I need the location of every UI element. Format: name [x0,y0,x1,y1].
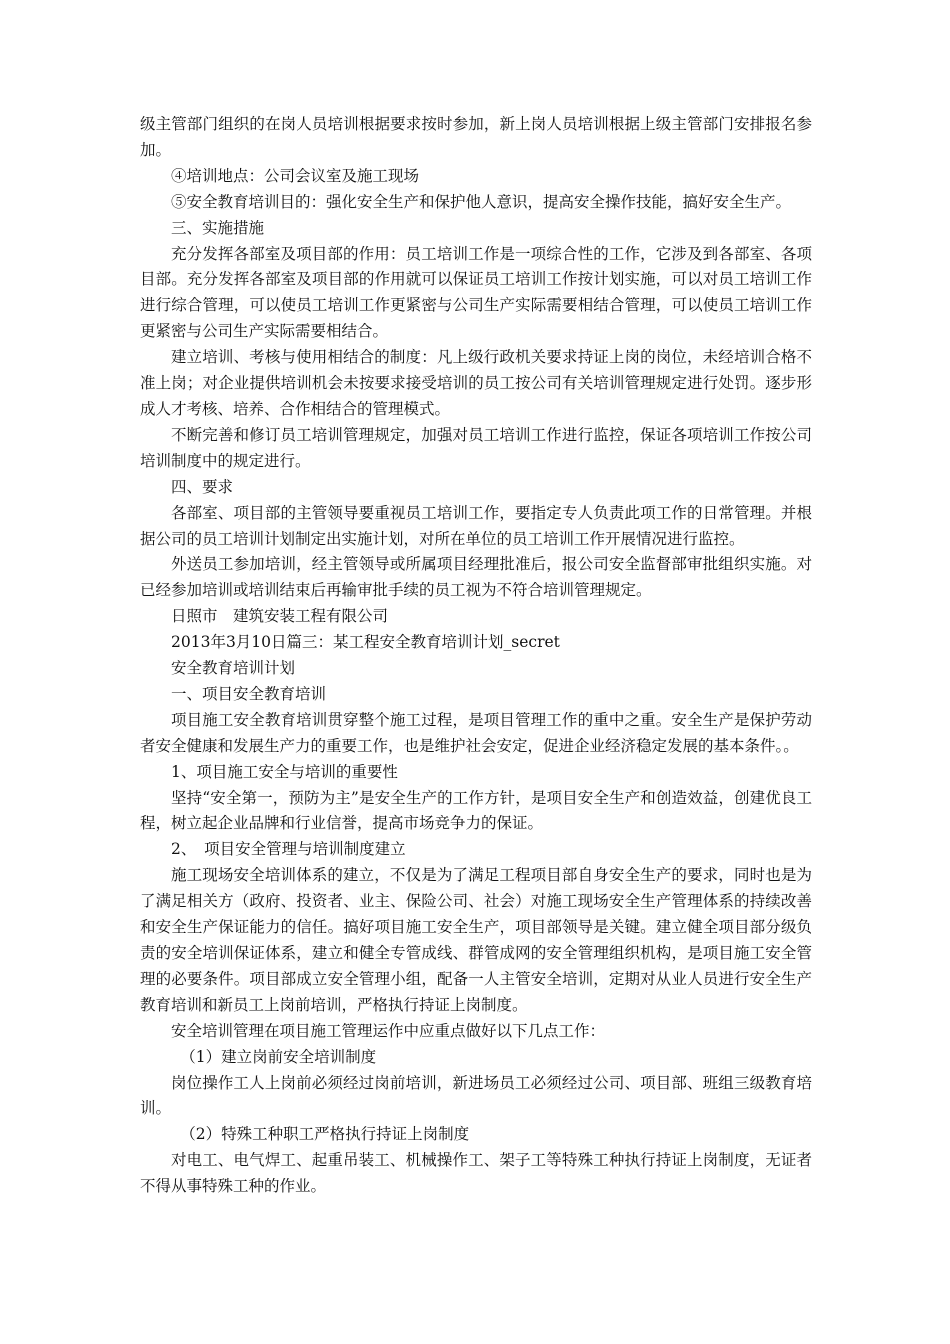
paragraph: 施工现场安全培训体系的建立，不仅是为了满足工程项目部自身安全生产的要求，同时也是为了满足相关方（政府、投资者、业主、保险公司、社会）对施工现场安全生产管理体系的持续改善和安全生产保证能力的信任。搞好项目施工安全生产，项目部领导是关键。建立健全项目部分级负责的安全培训保证体系，建立和健全专管成线、群管成网的安全管理组织机构，是项目施工安全管理的必要条件。项目部成立安全管理小组，配备一人主管安全培训，定期对从业人员进行安全生产教育培训和新员工上岗前培训，严格执行持证上岗制度。 [140,866,812,1014]
section-heading: 四、要求 [171,477,234,496]
paragraph: 安全培训管理在项目施工管理运作中应重点做好以下几点工作： [171,1021,606,1040]
company-signature: 日照市 建筑安装工程有限公司 [171,607,389,626]
subsection-heading: 2、 项目安全管理与培训制度建立 [171,840,406,859]
paragraph: 坚持“安全第一，预防为主”是安全生产的工作方针，是项目安全生产和创造效益，创建优良工程，树立起企业品牌和行业信誉，提高市场竞争力的保证。 [140,788,812,833]
list-item-heading: （2）特殊工种职工严格执行持证上岗制度 [180,1125,470,1144]
paragraph: 级主管部门组织的在岗人员培训根据要求按时参加，新上岗人员培训根据上级主管部门安排报名参加。 [140,115,812,159]
paragraph: 充分发挥各部室及项目部的作用：员工培训工作是一项综合性的工作，它涉及到各部室、各项目部。充分发挥各部室及项目部的作用就可以保证员工培训工作按计划实施，可以对员工培训工作进行综合管理，可以使员工培训工作更紧密与公司生产实际需要相结合管理，可以使员工培训工作更紧密与公司生产实际需要相结合。 [140,244,812,341]
date-line: 2013年3月10日篇三：某工程安全教育培训计划_secret [171,633,560,652]
paragraph: 不断完善和修订员工培训管理规定，加强对员工培训工作进行监控，保证各项培训工作按公司培训制度中的规定进行。 [140,425,812,470]
section-heading: 三、实施措施 [171,218,265,237]
paragraph: 岗位操作工人上岗前必须经过岗前培训，新进场员工必须经过公司、项目部、班组三级教育培训。 [140,1073,812,1118]
paragraph: 各部室、项目部的主管领导要重视员工培训工作，要指定专人负责此项工作的日常管理。并根据公司的员工培训计划制定出实施计划，对所在单位的员工培训工作开展情况进行监控。 [140,503,812,548]
subsection-heading: 1、项目施工安全与培训的重要性 [171,762,398,781]
section-heading: 一、项目安全教育培训 [171,684,327,703]
paragraph: 建立培训、考核与使用相结合的制度：凡上级行政机关要求持证上岗的岗位，未经培训合格不准上岗；对企业提供培训机会未按要求接受培训的员工按公司有关培训管理规定进行处罚。逐步形成人才考核、培养、合作相结合的管理模式。 [140,348,812,418]
paragraph: ⑤安全教育培训目的：强化安全生产和保护他人意识，提高安全操作技能，搞好安全生产。 [171,192,792,211]
paragraph: 外送员工参加培训，经主管领导或所属项目经理批准后，报公司安全监督部审批组织实施。对已经参加培训或培训结束后再输审批手续的员工视为不符合培训管理规定。 [140,555,812,600]
list-item-heading: （1）建立岗前安全培训制度 [180,1047,377,1066]
document-page [140,112,812,1200]
paragraph: 项目施工安全教育培训贯穿整个施工过程，是项目管理工作的重中之重。安全生产是保护劳动者安全健康和发展生产力的重要工作，也是维护社会安定，促进企业经济稳定发展的基本条件。。 [140,710,812,755]
document-title: 安全教育培训计划 [171,659,296,678]
paragraph: 对电工、电气焊工、起重吊装工、机械操作工、架子工等特殊工种执行持证上岗制度，无证者不得从事特殊工种的作业。 [140,1151,812,1196]
paragraph: ④培训地点：公司会议室及施工现场 [171,166,420,185]
